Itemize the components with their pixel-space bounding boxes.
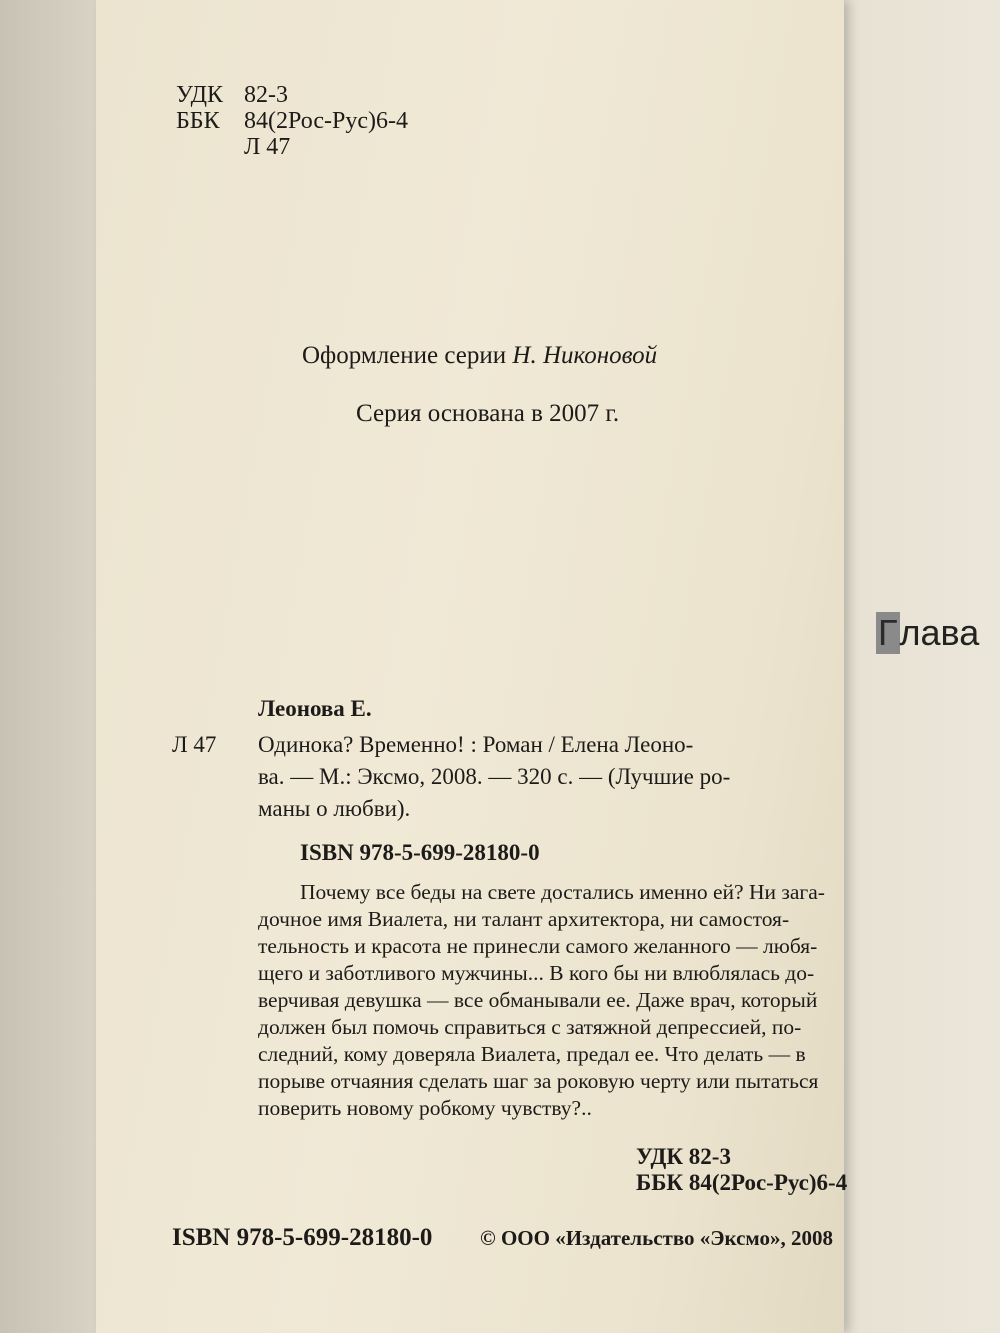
catalog-line: маны о любви). xyxy=(258,796,411,821)
abstract-line: порыве отчаяния сделать шаг за роковую черту или пытаться xyxy=(258,1069,819,1093)
abstract-line: щего и заботливого мужчины... В кого бы ни влюблялась до- xyxy=(258,961,815,985)
abstract-line: следний, кому доверяла Виалета, предал ее. Что делать — в xyxy=(258,1042,806,1066)
top-udk-value: 82-3 xyxy=(244,82,288,108)
bottom-udk: УДК 82-3 xyxy=(636,1144,731,1169)
series-design xyxy=(302,342,657,370)
left-background xyxy=(0,0,96,1333)
abstract-line: Почему все беды на свете достались именно ей? Ни зага- xyxy=(300,880,825,904)
top-udk-label: УДК xyxy=(176,82,223,108)
series-designer: Н. Никоновой xyxy=(512,342,658,369)
footer-copyright: © ООО «Издательство «Эксмо», 2008 xyxy=(480,1226,833,1250)
catalog-line: ва. — М.: Эксмо, 2008. — 320 с. — (Лучшие ро- xyxy=(258,764,731,789)
top-bbk-label: ББК xyxy=(176,108,220,134)
abstract-line: дочное имя Виалета, ни талант архитектора, ни самостоя- xyxy=(258,907,790,931)
top-author-mark: Л 47 xyxy=(244,134,291,160)
top-bbk-value: 84(2Рос-Рус)6-4 xyxy=(244,108,408,134)
catalog-author: Леонова Е. xyxy=(258,696,372,721)
series-design-prefix: Оформление серии xyxy=(302,342,507,369)
book-page xyxy=(96,0,844,1333)
bottom-bbk: ББК 84(2Рос-Рус)6-4 xyxy=(636,1170,848,1195)
series-founded: Серия основана в 2007 г. xyxy=(356,400,620,427)
catalog-line: Одинока? Временно! : Роман / Елена Леоно- xyxy=(258,732,694,757)
chapter-heading-rest: лава xyxy=(899,612,980,653)
catalog-isbn: ISBN 978-5-699-28180-0 xyxy=(300,840,540,865)
abstract-line: поверить новому робкому чувству?.. xyxy=(258,1096,592,1120)
catalog-mark: Л 47 xyxy=(172,732,217,757)
abstract-line: тельность и красота не принесли самого желанного — любя- xyxy=(258,934,818,958)
abstract-line: должен был помочь справиться с затяжной депрессией, по- xyxy=(258,1015,802,1039)
footer-isbn: ISBN 978-5-699-28180-0 xyxy=(172,1224,433,1251)
abstract-line: верчивая девушка — все обманывали ее. Даже врач, который xyxy=(258,988,818,1012)
chapter-heading xyxy=(876,612,979,654)
chapter-initial: Г xyxy=(878,612,898,653)
